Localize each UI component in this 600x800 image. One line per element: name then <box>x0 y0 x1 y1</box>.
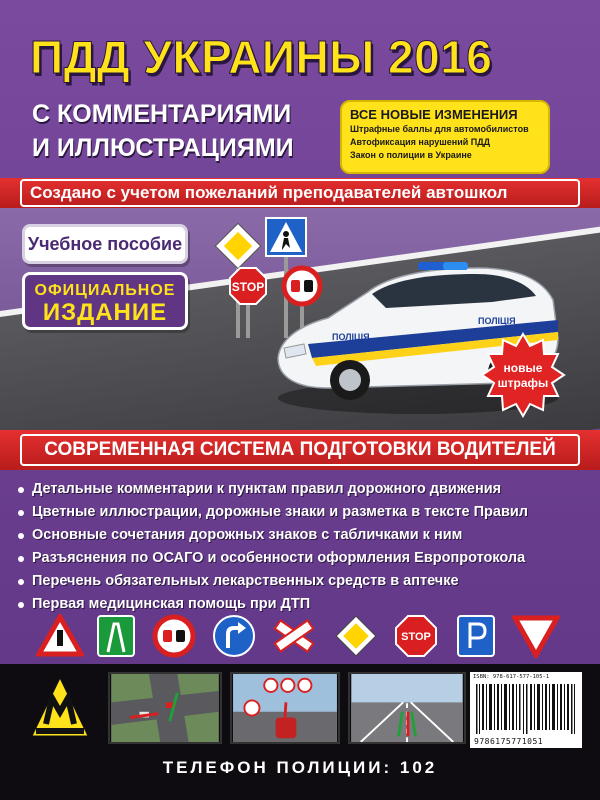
stop-sign-row-text: STOP <box>401 631 431 643</box>
parking-sign-icon <box>456 614 496 658</box>
news-box <box>340 100 550 174</box>
audience-banner-text: Создано с учетом пожеланий преподавателей автошкол <box>20 179 580 207</box>
official-edition-line2: ИЗДАНИЕ <box>42 299 168 326</box>
road-signs-row <box>0 612 600 662</box>
police-phone: ТЕЛЕФОН ПОЛИЦИИ: 102 <box>162 758 438 777</box>
railway-crossing-sign-icon <box>272 614 316 658</box>
feature-list <box>18 478 588 616</box>
feature-item: Детальные комментарии к пунктам правил дорожного движения <box>18 478 588 501</box>
no-overtaking-sign-icon <box>152 614 196 658</box>
audience-banner <box>0 178 600 208</box>
news-box-item: Штрафные баллы для автомобилистов <box>350 124 529 134</box>
edu-label: Учебное пособие <box>22 224 188 264</box>
feature-item: Перечень обязательных лекарственных средств в аптечке <box>18 570 588 593</box>
car-text-side: ПОЛІЦІЯ <box>478 316 516 326</box>
motorway-sign-icon <box>96 614 136 658</box>
section-title-banner <box>0 430 600 470</box>
feature-item: Цветные иллюстрации, дорожные знаки и разметка в тексте Правил <box>18 501 588 524</box>
official-edition-line1: ОФИЦИАЛЬНОЕ <box>34 282 176 299</box>
cover-subtitle-line2: И ИЛЛЮСТРАЦИЯМИ <box>32 134 294 162</box>
intersection-thumbnail <box>108 672 222 744</box>
car-text-front: ПОЛІЦІЯ <box>332 332 370 342</box>
fines-badge-line1: новые <box>503 361 543 375</box>
stop-sign-text: STOP <box>231 280 265 294</box>
official-edition-badge <box>22 272 188 330</box>
barcode-number: 9786175771051 <box>474 737 544 746</box>
lane-markings-thumbnail <box>348 672 466 744</box>
stop-sign-icon <box>394 614 438 658</box>
cover-subtitle-line1: С КОММЕНТАРИЯМИ <box>32 100 292 128</box>
priority-road-sign-icon <box>334 614 378 658</box>
turn-right-sign-icon <box>212 614 256 658</box>
feature-item: Основные сочетания дорожных знаков с табличками к ним <box>18 524 588 547</box>
priority-road-icon <box>215 223 260 268</box>
cover-title: ПДД УКРАИНЫ 2016 <box>30 31 493 83</box>
barcode-bars <box>476 684 576 734</box>
news-box-item: Автофиксация нарушений ПДД <box>350 137 491 147</box>
stop-sign-icon <box>230 268 266 304</box>
speed-limit-thumbnail <box>230 672 340 744</box>
publisher-logo <box>30 676 90 740</box>
feature-item: Первая медицинская помощь при ДТП <box>18 593 588 616</box>
warning-triangle-sign-icon <box>36 614 84 658</box>
section-title: СОВРЕМЕННАЯ СИСТЕМА ПОДГОТОВКИ ВОДИТЕЛЕЙ <box>20 434 580 466</box>
fines-badge-line2: штрафы <box>497 376 549 390</box>
barcode <box>470 672 582 748</box>
cover-illustration <box>0 208 600 430</box>
news-box-item: Закон о полиции в Украине <box>350 150 472 160</box>
feature-item: Разъяснения по ОСАГО и особенности оформления Европротокола <box>18 547 588 570</box>
new-fines-badge <box>480 332 566 418</box>
isbn-text: ISBN: 978-617-577-105-1 <box>473 674 550 680</box>
yield-sign-icon <box>512 614 560 658</box>
news-box-heading: ВСЕ НОВЫЕ ИЗМЕНЕНИЯ <box>350 107 518 122</box>
